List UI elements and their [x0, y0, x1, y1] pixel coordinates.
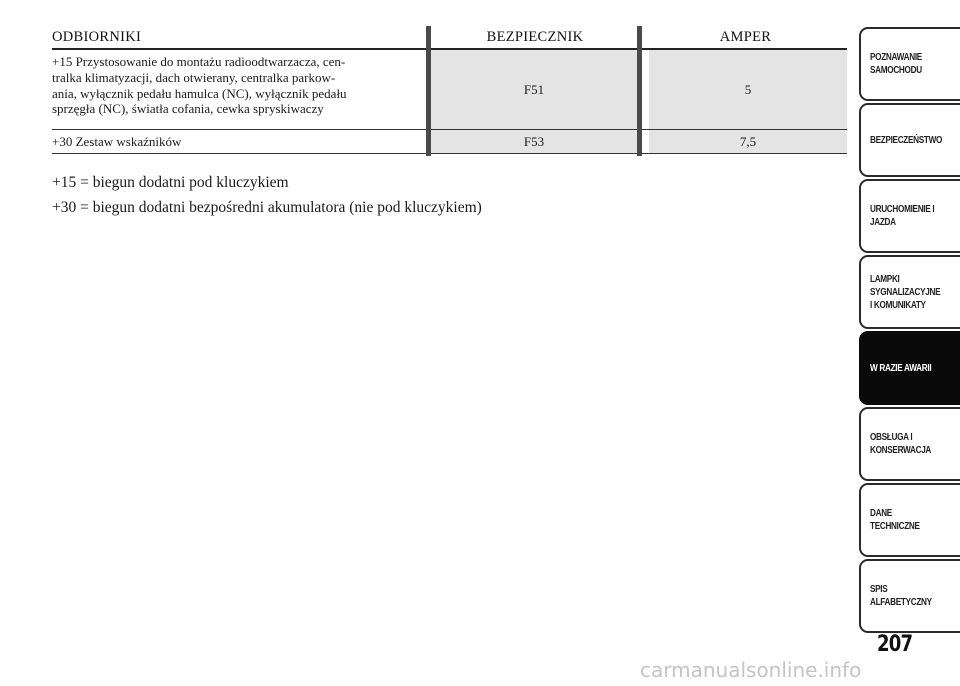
tab-label: DANE TECHNICZNE [870, 507, 920, 532]
tab-uruchomienie-i-jazda[interactable] [859, 179, 960, 253]
tab-label: BEZPIECZEŃSTWO [870, 133, 943, 146]
page-number: 207 [877, 632, 913, 657]
consumer-cell [52, 130, 426, 153]
header-separator [426, 26, 431, 156]
header-odbiorniki: ODBIORNIKI [52, 28, 142, 45]
consumer-line: +30 Zestaw wskaźników [52, 134, 182, 149]
header-bezpiecznik: BEZPIECZNIK [486, 28, 584, 45]
tab-label: W RAZIE AWARII [870, 361, 932, 374]
tab-label: LAMPKI SYGNALIZACYJNE I KOMUNIKATY [870, 272, 941, 311]
tab-label: POZNAWANIE SAMOCHODU [870, 51, 922, 76]
fuse-table [52, 26, 847, 154]
table-row [52, 50, 847, 130]
header-separator [637, 26, 642, 156]
tab-bezpieczenstwo[interactable] [859, 103, 960, 177]
consumer-line: sprzęgła (NC), światła cofania, cewka spryskiwaczy [52, 101, 324, 117]
consumer-line: +15 Przystosowanie do montażu radioodtwarzacza, cen- [52, 54, 346, 69]
consumer-line: ania, wyłącznik pedału hamulca (NC), wyłącznik pedału [52, 85, 347, 101]
tab-obsluga-i-konserwacja[interactable] [859, 407, 960, 481]
tab-label: OBSŁUGA I KONSERWACJA [870, 431, 932, 456]
consumer-cell [52, 50, 426, 129]
tab-dane-techniczne[interactable] [859, 483, 960, 557]
tab-w-razie-awarii[interactable] [859, 331, 960, 405]
fuse-cell: F51 [431, 50, 637, 129]
tab-spis-alfabetyczny[interactable] [859, 559, 960, 633]
consumer-line: tralka klimatyzacji, dach otwierany, centralka parkow- [52, 69, 336, 85]
tab-lampki-sygnalizacyjne[interactable] [859, 255, 960, 329]
tab-label: URUCHOMIENIE I JAZDA [870, 203, 935, 228]
notes [52, 170, 482, 220]
note-plus30: +30 = biegun dodatni bezpośredni akumulatora (nie pod kluczykiem) [52, 199, 482, 216]
table-row [52, 130, 847, 154]
amp-cell: 7,5 [649, 130, 847, 153]
watermark: carmanualsonline.info [640, 658, 862, 682]
amp-cell: 5 [649, 50, 847, 129]
tab-label: SPIS ALFABETYCZNY [870, 583, 932, 608]
tab-poznawanie-samochodu[interactable] [859, 27, 960, 101]
note-plus15: +15 = biegun dodatni pod kluczykiem [52, 174, 289, 191]
header-amper: AMPER [719, 28, 772, 45]
table-header-row [52, 26, 847, 50]
fuse-cell: F53 [431, 130, 637, 153]
